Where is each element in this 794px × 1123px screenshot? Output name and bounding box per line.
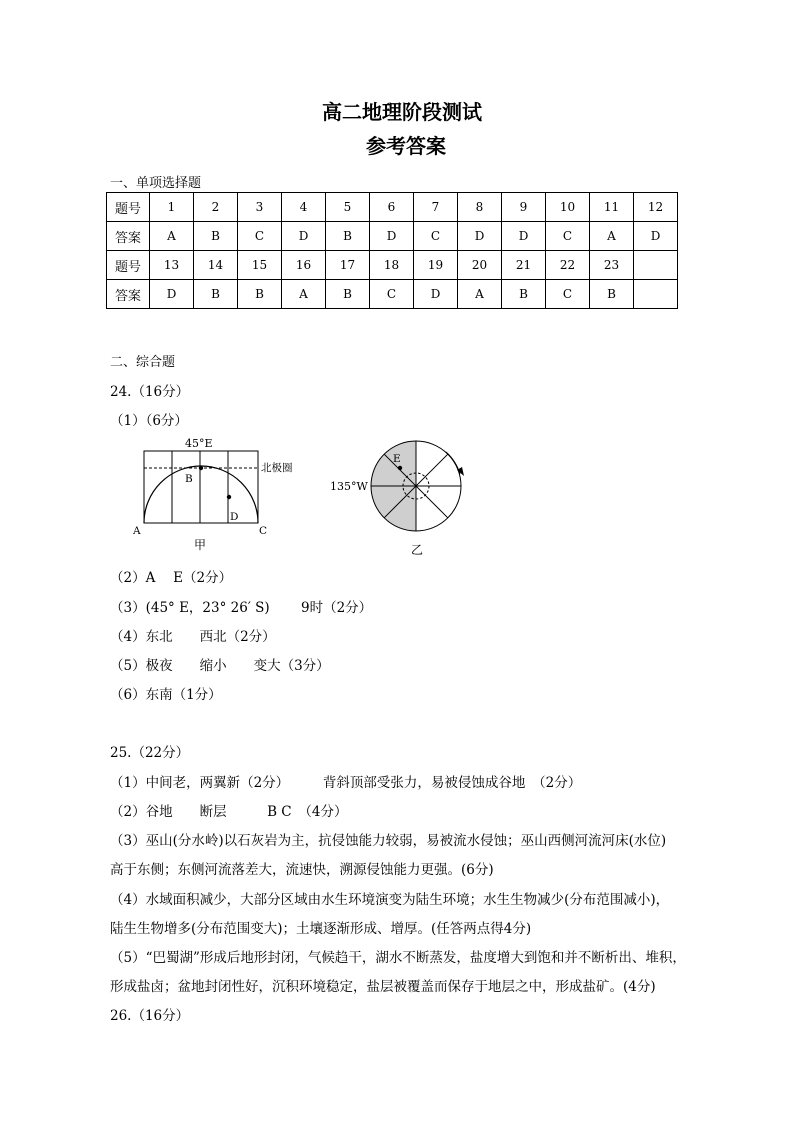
table-cell: 15	[238, 251, 282, 280]
table-cell: 17	[326, 251, 370, 280]
table-cell: B	[238, 280, 282, 309]
table-cell: C	[546, 280, 590, 309]
table-cell: 4	[282, 193, 326, 222]
table-cell: 11	[590, 193, 634, 222]
document-subtitle: 参考答案	[366, 134, 446, 158]
row-label-answer: 答案	[107, 280, 150, 309]
table-row	[107, 222, 678, 251]
table-cell: 3	[238, 193, 282, 222]
row-label-answer: 答案	[107, 222, 150, 251]
table-cell: 18	[370, 251, 414, 280]
point-b-label: B	[185, 473, 193, 485]
table-cell: B	[326, 280, 370, 309]
table-cell: 5	[326, 193, 370, 222]
figure-yi-caption: 乙	[411, 543, 424, 557]
table-cell: 19	[414, 251, 458, 280]
q24-part2: （2）A E（2分）	[110, 570, 233, 586]
point-d-label: D	[230, 511, 239, 523]
point-e-label: E	[393, 453, 401, 465]
table-cell: C	[546, 222, 590, 251]
table-cell: B	[590, 280, 634, 309]
q25-line1: （1）中间老，两翼新（2分） 背斜顶部受张力，易被侵蚀成谷地 （2分）	[110, 775, 582, 791]
point-b-dot	[199, 466, 203, 470]
terminator-curve	[144, 466, 258, 523]
figure-jia	[128, 436, 308, 556]
point-c-label: C	[259, 525, 268, 537]
q25-line4: 高于东侧；东侧河流落差大，流速快，溯源侵蚀能力更强。(6分)	[110, 862, 494, 878]
table-cell: D	[150, 280, 194, 309]
table-cell: 13	[150, 251, 194, 280]
q25-line2: （2）谷地 断层 B C （4分）	[110, 804, 348, 820]
q24-heading: 24.（16分）	[110, 384, 190, 400]
q24-part6: （6）东南（1分）	[110, 687, 222, 703]
table-cell: A	[282, 280, 326, 309]
lon-label-45e: 45°E	[185, 437, 213, 450]
table-cell: A	[150, 222, 194, 251]
q24-part4: （4）东北 西北（2分）	[110, 629, 276, 645]
table-row	[107, 193, 678, 222]
table-cell: 6	[370, 193, 414, 222]
table-cell: 21	[502, 251, 546, 280]
answer-table	[106, 192, 678, 309]
document-title: 高二地理阶段测试	[322, 100, 482, 124]
q24-part3: （3）(45° E，23° 26′ S) 9时（2分）	[110, 600, 373, 616]
figure-yi	[328, 432, 476, 560]
table-cell: A	[458, 280, 502, 309]
q24-part1: （1）（6分）	[110, 413, 188, 429]
table-cell: B	[194, 280, 238, 309]
table-cell: D	[414, 280, 458, 309]
table-cell: 8	[458, 193, 502, 222]
table-cell: C	[370, 280, 414, 309]
point-e-dot	[398, 466, 402, 470]
q25-line3: （3）巫山(分水岭)以石灰岩为主，抗侵蚀能力较弱，易被流水侵蚀；巫山西侧河流河床(水位)	[110, 833, 667, 849]
table-cell: 12	[634, 193, 678, 222]
table-row	[107, 251, 678, 280]
row-label-question: 题号	[107, 251, 150, 280]
q25-line7: （5）“巴蜀湖”形成后地形封闭，气候趋干，湖水不断蒸发，盐度增大到饱和并不断析出、堆积，	[110, 950, 686, 966]
table-cell	[634, 280, 678, 309]
point-a-label: A	[133, 525, 141, 537]
arctic-circle-label: 北极圈	[261, 462, 293, 474]
table-cell	[634, 251, 678, 280]
table-cell: 1	[150, 193, 194, 222]
q25-line8: 形成盐卤；盆地封闭性好，沉积环境稳定，盐层被覆盖而保存于地层之中，形成盐矿。(4分)	[110, 979, 656, 995]
figure-jia-frame	[144, 451, 258, 523]
table-cell: 16	[282, 251, 326, 280]
table-row	[107, 280, 678, 309]
table-cell: D	[502, 222, 546, 251]
table-cell: C	[238, 222, 282, 251]
table-cell: D	[634, 222, 678, 251]
table-cell: 10	[546, 193, 590, 222]
table-cell: B	[326, 222, 370, 251]
table-cell: B	[194, 222, 238, 251]
point-d-dot	[227, 495, 231, 499]
table-cell: 20	[458, 251, 502, 280]
table-cell: 22	[546, 251, 590, 280]
table-cell: B	[502, 280, 546, 309]
table-cell: C	[414, 222, 458, 251]
table-cell: 2	[194, 193, 238, 222]
table-cell: D	[458, 222, 502, 251]
q26-heading: 26.（16分）	[110, 1008, 190, 1024]
section2-heading: 二、综合题	[110, 355, 176, 370]
table-cell: D	[282, 222, 326, 251]
table-cell: 14	[194, 251, 238, 280]
q25-line6: 陆生生物增多(分布范围变大)；土壤逐渐形成、增厚。(任答两点得4分)	[110, 921, 532, 937]
table-cell: D	[370, 222, 414, 251]
lon-label-135w: 135°W	[330, 480, 368, 493]
table-cell: A	[590, 222, 634, 251]
table-cell: 23	[590, 251, 634, 280]
q25-heading: 25.（22分）	[110, 745, 190, 761]
table-cell: 7	[414, 193, 458, 222]
figure-jia-caption: 甲	[194, 538, 207, 552]
q25-line5: （4）水域面积减少，大部分区域由水生环境演变为陆生环境；水生生物减少(分布范围减小)，	[110, 892, 670, 908]
row-label-question: 题号	[107, 193, 150, 222]
q24-part5: （5）极夜 缩小 变大（3分）	[110, 658, 330, 674]
section1-heading: 一、单项选择题	[110, 176, 202, 191]
table-cell: 9	[502, 193, 546, 222]
